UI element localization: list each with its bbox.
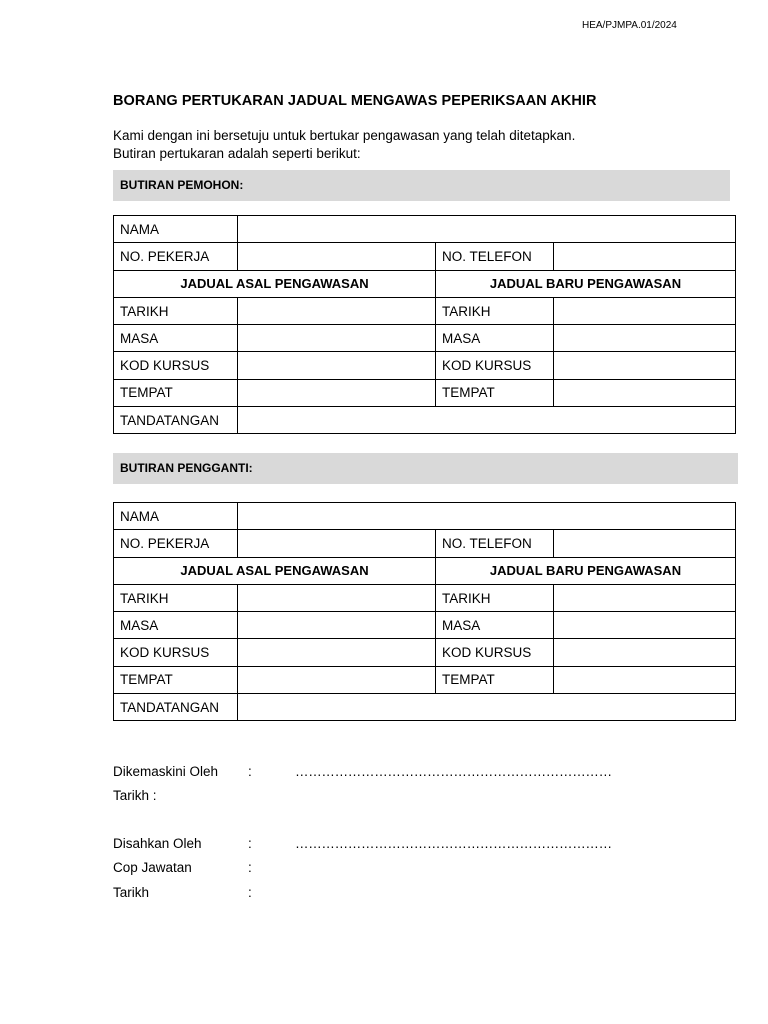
row-kod-kursus [114, 639, 736, 666]
field-no-pekerja[interactable] [238, 530, 436, 557]
field-masa-baru[interactable] [554, 612, 736, 639]
row-nama [114, 503, 736, 530]
label-kod-kursus-asal: KOD KURSUS [114, 639, 238, 666]
row-jadual-headers [114, 557, 736, 584]
tarikh-label: Tarikh [113, 885, 150, 900]
field-tarikh-baru[interactable] [554, 297, 736, 324]
field-masa-baru[interactable] [554, 325, 736, 352]
label-tempat-baru: TEMPAT [436, 379, 554, 406]
row-tandatangan [114, 407, 736, 434]
label-tarikh-baru: TARIKH [436, 584, 554, 611]
field-masa-asal[interactable] [238, 612, 436, 639]
field-tempat-asal[interactable] [238, 379, 436, 406]
field-nama[interactable] [238, 503, 736, 530]
label-masa-baru: MASA [436, 612, 554, 639]
row-pekerja-telefon [114, 530, 736, 557]
row-kod-kursus [114, 352, 736, 379]
field-kod-kursus-baru[interactable] [554, 352, 736, 379]
label-kod-kursus-baru: KOD KURSUS [436, 352, 554, 379]
field-kod-kursus-asal[interactable] [238, 352, 436, 379]
row-masa [114, 325, 736, 352]
dikemaskini-signature-line[interactable]: ……………………………………………………………… [295, 764, 612, 779]
field-no-telefon[interactable] [554, 243, 736, 270]
table-pengganti [113, 502, 736, 721]
field-tarikh-asal[interactable] [238, 584, 436, 611]
intro-line-1: Kami dengan ini bersetuju untuk bertukar pengawasan yang telah ditetapkan. [113, 128, 576, 143]
label-tandatangan: TANDATANGAN [114, 694, 238, 721]
row-nama [114, 216, 736, 243]
tarikh-label: Tarikh : [113, 788, 157, 803]
row-tempat [114, 666, 736, 693]
footer-tarikh-1 [113, 788, 673, 806]
section-header-pemohon: BUTIRAN PEMOHON: [113, 170, 730, 201]
dikemaskini-label: Dikemaskini Oleh [113, 764, 219, 779]
footer-tarikh-2 [113, 885, 673, 903]
form-title: BORANG PERTUKARAN JADUAL MENGAWAS PEPERIKSAAN AKHIR [113, 93, 597, 109]
label-tarikh-asal: TARIKH [114, 297, 238, 324]
field-kod-kursus-asal[interactable] [238, 639, 436, 666]
label-tempat-asal: TEMPAT [114, 666, 238, 693]
field-tarikh-asal[interactable] [238, 297, 436, 324]
disahkan-label: Disahkan Oleh [113, 836, 202, 851]
field-tarikh-baru[interactable] [554, 584, 736, 611]
colon: : [248, 860, 252, 875]
label-tarikh-asal: TARIKH [114, 584, 238, 611]
label-masa-asal: MASA [114, 612, 238, 639]
field-kod-kursus-baru[interactable] [554, 639, 736, 666]
field-tempat-baru[interactable] [554, 379, 736, 406]
row-jadual-headers [114, 270, 736, 297]
field-no-telefon[interactable] [554, 530, 736, 557]
field-nama[interactable] [238, 216, 736, 243]
label-masa-asal: MASA [114, 325, 238, 352]
field-masa-asal[interactable] [238, 325, 436, 352]
label-nama: NAMA [114, 503, 238, 530]
field-tempat-baru[interactable] [554, 666, 736, 693]
header-jadual-baru: JADUAL BARU PENGAWASAN [436, 270, 736, 297]
intro-line-2: Butiran pertukaran adalah seperti berikut: [113, 146, 361, 161]
header-jadual-baru: JADUAL BARU PENGAWASAN [436, 557, 736, 584]
table-pemohon [113, 215, 736, 434]
colon: : [248, 836, 252, 851]
cop-jawatan-label: Cop Jawatan [113, 860, 192, 875]
label-tandatangan: TANDATANGAN [114, 407, 238, 434]
field-tempat-asal[interactable] [238, 666, 436, 693]
row-tandatangan [114, 694, 736, 721]
footer-disahkan [113, 836, 673, 854]
label-masa-baru: MASA [436, 325, 554, 352]
document-reference: HEA/PJMPA.01/2024 [582, 20, 677, 31]
row-tempat [114, 379, 736, 406]
label-nama: NAMA [114, 216, 238, 243]
field-tandatangan[interactable] [238, 407, 736, 434]
label-tarikh-baru: TARIKH [436, 297, 554, 324]
row-pekerja-telefon [114, 243, 736, 270]
label-no-telefon: NO. TELEFON [436, 243, 554, 270]
footer-dikemaskini [113, 764, 673, 782]
colon: : [248, 764, 252, 779]
row-masa [114, 612, 736, 639]
label-no-telefon: NO. TELEFON [436, 530, 554, 557]
label-no-pekerja: NO. PEKERJA [114, 243, 238, 270]
field-tandatangan[interactable] [238, 694, 736, 721]
field-no-pekerja[interactable] [238, 243, 436, 270]
disahkan-signature-line[interactable]: ……………………………………………………………… [295, 836, 612, 851]
row-tarikh [114, 297, 736, 324]
label-tempat-asal: TEMPAT [114, 379, 238, 406]
label-kod-kursus-baru: KOD KURSUS [436, 639, 554, 666]
header-jadual-asal: JADUAL ASAL PENGAWASAN [114, 557, 436, 584]
footer-cop-jawatan [113, 860, 673, 878]
label-no-pekerja: NO. PEKERJA [114, 530, 238, 557]
header-jadual-asal: JADUAL ASAL PENGAWASAN [114, 270, 436, 297]
label-tempat-baru: TEMPAT [436, 666, 554, 693]
section-header-pengganti: BUTIRAN PENGGANTI: [113, 453, 738, 484]
row-tarikh [114, 584, 736, 611]
colon: : [248, 885, 252, 900]
label-kod-kursus-asal: KOD KURSUS [114, 352, 238, 379]
